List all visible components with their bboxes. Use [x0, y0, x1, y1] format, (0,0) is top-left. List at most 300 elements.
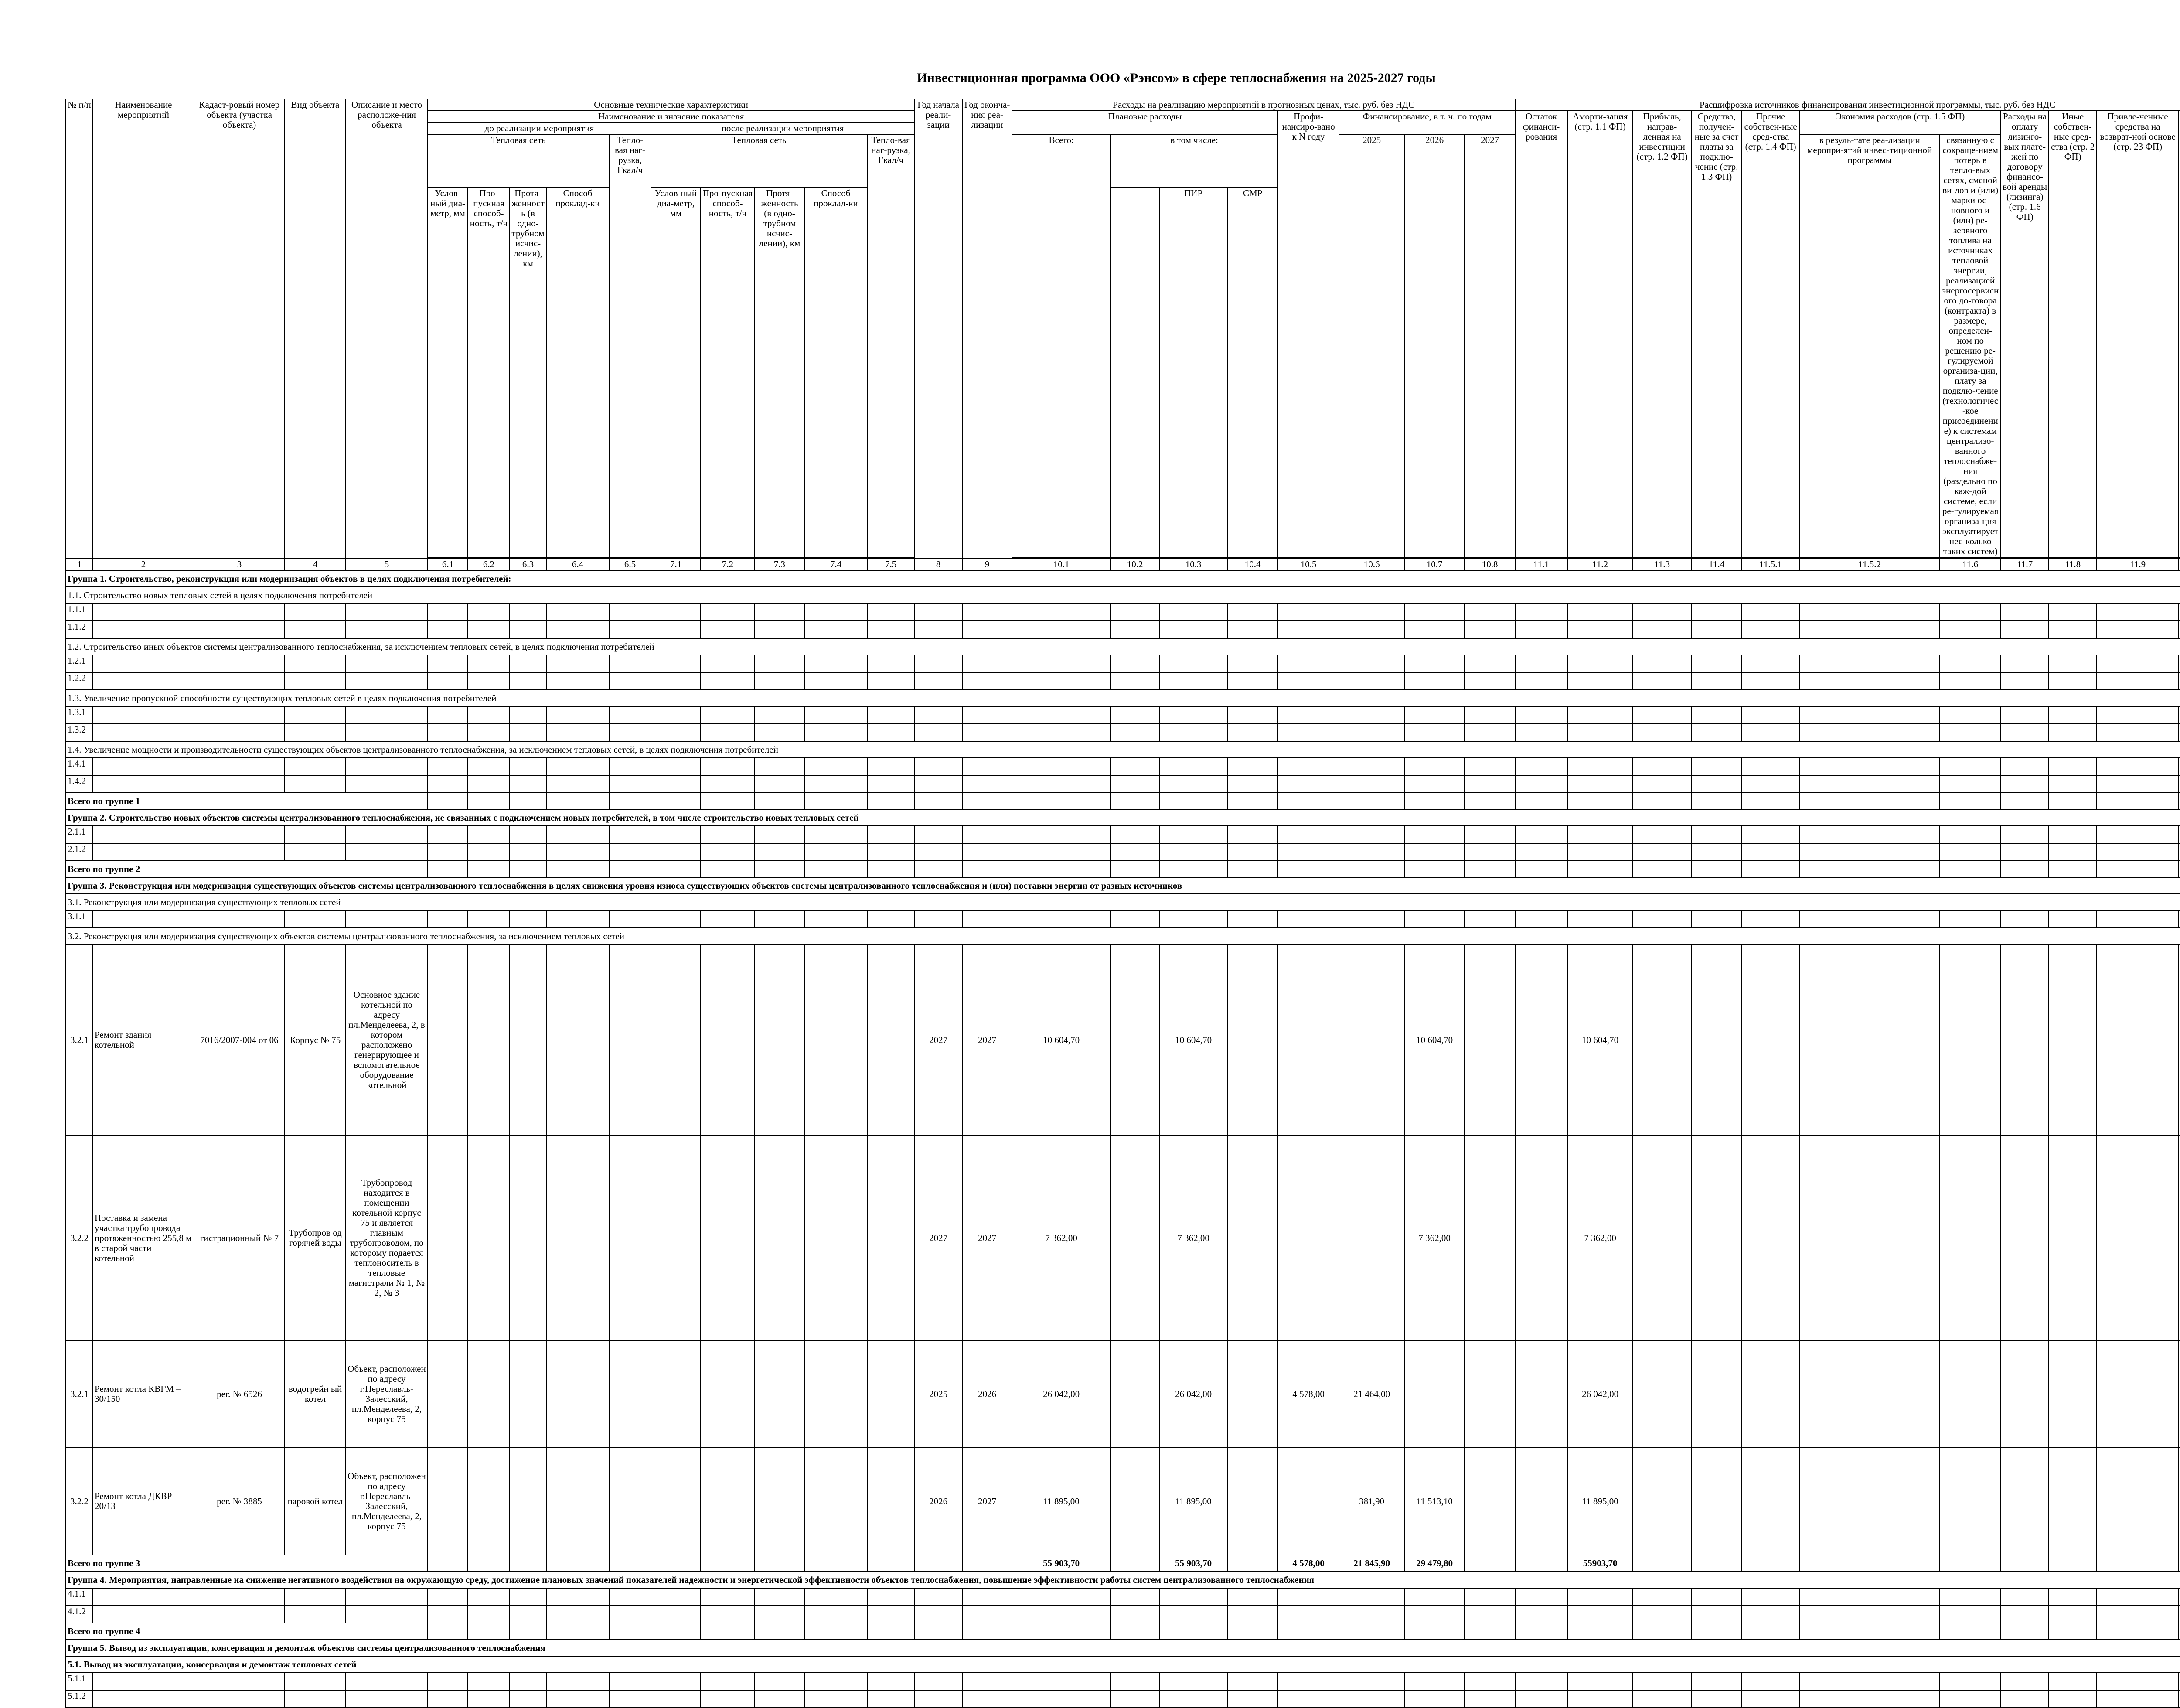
table-cell [1515, 758, 1567, 775]
table-cell [1278, 621, 1339, 638]
hdr-diameter-before: Услов-ный диа-метр, мм [428, 188, 468, 557]
column-number: 10.5 [1278, 558, 1339, 570]
table-cell [1515, 1606, 1567, 1623]
table-cell [2001, 1448, 2049, 1555]
table-cell [1567, 724, 1633, 741]
table-cell [285, 775, 346, 793]
table-cell [428, 724, 468, 741]
hdr-heat-load-after: Тепло-вая наг-рузка, Гкал/ч [867, 134, 914, 557]
table-cell [510, 1340, 546, 1448]
table-cell [755, 1135, 804, 1340]
table-cell [2097, 1340, 2179, 1448]
table-cell [804, 724, 867, 741]
table-cell [1012, 655, 1110, 672]
table-cell [2049, 826, 2097, 843]
section-1-4: 1.4. Увеличение мощности и производительности существующих объектов централизованного теплоснабжения, за исключением тепловых сетей, в целях подключения потребителей [66, 741, 2180, 758]
table-cell [867, 944, 914, 1135]
column-number: 10.6 [1339, 558, 1404, 570]
table-cell [755, 1673, 804, 1690]
table-cell [1691, 944, 1742, 1135]
hdr-economy: Экономия расходов (стр. 1.5 ФП) [1799, 111, 2001, 134]
table-cell [285, 1690, 346, 1708]
hdr-laying-before: Способ проклад-ки [546, 188, 609, 557]
table-cell [468, 944, 510, 1135]
table-cell [1227, 843, 1278, 861]
table-cell [962, 672, 1012, 690]
table-cell [701, 1340, 755, 1448]
table-cell [701, 1135, 755, 1340]
table-cell [867, 1588, 914, 1606]
table-cell [1227, 1555, 1278, 1572]
hdr-throughput-before: Про-пускная способ-ность, т/ч [468, 188, 510, 557]
table-cell [914, 775, 962, 793]
table-cell [2097, 758, 2179, 775]
table-cell [1227, 655, 1278, 672]
table-cell [701, 1588, 755, 1606]
column-number: 10.4 [1227, 558, 1278, 570]
hdr-2027: 2027 [1465, 134, 1515, 557]
table-cell [2049, 1135, 2097, 1340]
total3-y2027: 29 479,80 [1404, 1555, 1465, 1572]
table-cell [1799, 910, 1940, 928]
table-cell [1567, 775, 1633, 793]
table-cell [1404, 1606, 1465, 1623]
table-cell [1404, 843, 1465, 861]
table-cell [1227, 1448, 1278, 1555]
table-cell [2049, 1588, 2097, 1606]
table-cell [1227, 1135, 1278, 1340]
cell-name: Ремонт здания котельной [93, 944, 194, 1135]
table-cell [701, 603, 755, 621]
table-cell [867, 706, 914, 724]
table-cell [914, 706, 962, 724]
table-cell [1012, 1673, 1110, 1690]
table-cell [1159, 1623, 1227, 1640]
hdr-year-end: Год оконча-ния реа-лизации [962, 99, 1012, 558]
table-cell [1404, 1673, 1465, 1690]
table-cell [1691, 1588, 1742, 1606]
table-cell [428, 1673, 468, 1690]
cell-ys: 2027 [914, 944, 962, 1135]
table-cell [1110, 655, 1159, 672]
table-cell [701, 944, 755, 1135]
cell-cad: рег. № 6526 [194, 1340, 285, 1448]
cell-y2027: 11 513,10 [1404, 1448, 1465, 1555]
table-row [66, 944, 2180, 1135]
table-cell [701, 655, 755, 672]
table-cell [346, 758, 428, 775]
table-cell [1012, 861, 1110, 877]
table-row: 5.1.2 [66, 1690, 2180, 1708]
table-cell [1465, 1340, 1515, 1448]
table-cell [867, 1448, 914, 1555]
table-cell [609, 1673, 651, 1690]
table-cell [701, 1448, 755, 1555]
table-cell [1012, 793, 1110, 809]
table-cell [651, 1623, 701, 1640]
group-4-title: Группа 4. Мероприятия, направленные на снижение негативного воздействия на окружающую среду, достижение плановых значений показателей надежности и энергетической эффективности объектов теплоснабжения, повышение эффективности работы систем централизованного теплоснабжения [66, 1572, 2180, 1588]
column-number: 10.7 [1404, 558, 1465, 570]
table-cell [194, 672, 285, 690]
table-cell [1742, 621, 1799, 638]
table-cell [867, 1623, 914, 1640]
table-cell [285, 1588, 346, 1606]
table-cell [701, 793, 755, 809]
cell-desc: Объект, расположен по адресу г.Переславль-Залесский, пл.Менделеева, 2, корпус 75 [346, 1340, 428, 1448]
table-cell [1339, 655, 1404, 672]
table-cell [346, 775, 428, 793]
table-cell [1940, 1555, 2001, 1572]
table-row [66, 1340, 2180, 1448]
group-2-total: Всего по группе 2 [66, 861, 428, 877]
cell-desc: Объект, расположен по адресу г.Переславль-Залесский, пл.Менделеева, 2, корпус 75 [346, 1448, 428, 1555]
table-cell [1742, 1673, 1799, 1690]
table-cell [755, 603, 804, 621]
table-cell [1339, 1623, 1404, 1640]
table-cell [1691, 758, 1742, 775]
table-cell [1691, 793, 1742, 809]
table-cell [93, 1606, 194, 1623]
table-cell [962, 724, 1012, 741]
table-cell [194, 724, 285, 741]
table-cell [1404, 603, 1465, 621]
table-cell [510, 621, 546, 638]
table-cell [1012, 826, 1110, 843]
table-cell [346, 621, 428, 638]
table-cell [1691, 1673, 1742, 1690]
section-3-1: 3.1. Реконструкция или модернизация существующих тепловых сетей [66, 894, 2180, 910]
table-cell [1799, 1673, 1940, 1690]
table-cell [867, 861, 914, 877]
table-cell [1799, 672, 1940, 690]
table-cell [867, 843, 914, 861]
table-cell [1515, 843, 1567, 861]
table-cell [1110, 1448, 1159, 1555]
page-title: Инвестиционная программа ООО «Рэнсом» в сфере теплоснабжения на 2025-2027 годы [917, 71, 1436, 85]
table-cell [428, 843, 468, 861]
table-cell [1515, 793, 1567, 809]
table-cell [1567, 826, 1633, 843]
table-row: 2.1.1 [66, 826, 2180, 843]
hdr-pir: ПИР [1159, 188, 1227, 557]
table-cell [468, 1623, 510, 1640]
table-cell [93, 621, 194, 638]
column-number: 11.6 [1940, 558, 2001, 570]
total3-profit: 55903,70 [1567, 1555, 1633, 1572]
hdr-heat-net-after: Тепловая сеть [651, 134, 867, 188]
cell-profit: 7 362,00 [1567, 1135, 1633, 1340]
column-number: 9 [962, 558, 1012, 570]
cell-ye: 2027 [962, 1448, 1012, 1555]
table-cell [701, 1673, 755, 1690]
table-cell [1110, 861, 1159, 877]
table-cell [468, 724, 510, 741]
hdr-object-type: Вид объекта [285, 99, 346, 558]
table-cell [428, 861, 468, 877]
table-cell [510, 655, 546, 672]
table-cell [1465, 655, 1515, 672]
hdr-cadastral: Кадаст-ровый номер объекта (участка объекта) [194, 99, 285, 558]
column-number: 6.2 [468, 558, 510, 570]
table-cell [804, 672, 867, 690]
table-cell [1110, 1555, 1159, 1572]
table-cell [1940, 1340, 2001, 1448]
table-cell [1940, 655, 2001, 672]
table-cell [651, 1690, 701, 1708]
table-cell [1012, 843, 1110, 861]
table-cell [1742, 758, 1799, 775]
column-number: 6.4 [546, 558, 609, 570]
table-cell [428, 603, 468, 621]
table-cell [1940, 843, 2001, 861]
table-cell [346, 1606, 428, 1623]
table-row: 5.1.1 [66, 1673, 2180, 1690]
cell-smr: 11 895,00 [1159, 1448, 1227, 1555]
table-cell [1465, 706, 1515, 724]
table-cell [1691, 775, 1742, 793]
table-cell [1012, 910, 1110, 928]
table-cell [1633, 1588, 1691, 1606]
cell-profit: 26 042,00 [1567, 1340, 1633, 1448]
table-cell [804, 1555, 867, 1572]
table-cell [1742, 724, 1799, 741]
cell-no: 3.2.1 [66, 944, 93, 1135]
table-cell [428, 1623, 468, 1640]
table-cell [2001, 672, 2049, 690]
hdr-remainder: Остаток финанси-рования [1515, 111, 1567, 557]
table-cell [1339, 843, 1404, 861]
table-cell [510, 1588, 546, 1606]
table-cell [1465, 775, 1515, 793]
table-cell [1691, 672, 1742, 690]
table-cell [2097, 655, 2179, 672]
table-cell [1742, 706, 1799, 724]
cell-ys: 2027 [914, 1135, 962, 1340]
table-cell [2001, 1135, 2049, 1340]
table-cell [1940, 826, 2001, 843]
table-cell [510, 910, 546, 928]
table-row: 2.1.2 [66, 843, 2180, 861]
table-cell [755, 621, 804, 638]
hdr-costs: Расходы на реализацию мероприятий в прогнозных ценах, тыс. руб. без НДС [1012, 99, 1515, 111]
table-cell [1227, 603, 1278, 621]
table-cell [701, 724, 755, 741]
table-cell [1799, 1135, 1940, 1340]
table-cell [2001, 655, 2049, 672]
table-cell [2001, 826, 2049, 843]
table-cell [93, 910, 194, 928]
table-cell [755, 793, 804, 809]
table-cell [1633, 1340, 1691, 1448]
table-cell [1339, 621, 1404, 638]
hdr-description: Описание и место расположе-ния объекта [346, 99, 428, 558]
table-cell [867, 655, 914, 672]
table-cell [1339, 1690, 1404, 1708]
hdr-heat-load-before: Тепло-вая наг-рузка, Гкал/ч [609, 134, 651, 557]
column-number: 7.1 [651, 558, 701, 570]
table-cell [2001, 861, 2049, 877]
table-cell [1940, 944, 2001, 1135]
table-cell [1278, 826, 1339, 843]
table-cell [194, 1690, 285, 1708]
table-cell [1567, 603, 1633, 621]
column-number: 2 [93, 558, 194, 570]
table-cell [546, 1340, 609, 1448]
table-cell [1465, 1623, 1515, 1640]
table-cell [194, 758, 285, 775]
table-cell [962, 910, 1012, 928]
hdr-throughput-after: Про-пускная способ-ность, т/ч [701, 188, 755, 557]
table-cell [1940, 1690, 2001, 1708]
total3-y2025: 4 578,00 [1278, 1555, 1339, 1572]
table-cell [1404, 1588, 1465, 1606]
table-cell [867, 1555, 914, 1572]
table-cell [755, 775, 804, 793]
table-cell [1515, 1623, 1567, 1640]
table-cell [1940, 672, 2001, 690]
table-cell [2001, 1673, 2049, 1690]
hdr-laying-after: Способ проклад-ки [804, 188, 867, 557]
table-cell [428, 793, 468, 809]
table-cell [1633, 1135, 1691, 1340]
table-cell [1404, 861, 1465, 877]
table-cell [285, 758, 346, 775]
table-cell [1404, 655, 1465, 672]
hdr-2026: 2026 [1404, 134, 1465, 557]
table-cell [609, 944, 651, 1135]
cell-y2027: 10 604,70 [1404, 944, 1465, 1135]
investment-table [65, 99, 2180, 1708]
table-cell [93, 843, 194, 861]
table-cell [2001, 603, 2049, 621]
table-cell [2097, 861, 2179, 877]
cell-y2025 [1278, 1448, 1339, 1555]
table-cell [93, 603, 194, 621]
table-cell [1227, 775, 1278, 793]
table-cell [2097, 1623, 2179, 1640]
table-cell [1940, 603, 2001, 621]
table-cell [1159, 621, 1227, 638]
table-cell [914, 910, 962, 928]
table-cell [1339, 1673, 1404, 1690]
cell-total: 7 362,00 [1012, 1135, 1110, 1340]
cell-y2027: 7 362,00 [1404, 1135, 1465, 1340]
table-cell [468, 621, 510, 638]
table-cell [2001, 793, 2049, 809]
table-cell [609, 1135, 651, 1340]
table-cell [804, 1588, 867, 1606]
table-cell [1799, 1588, 1940, 1606]
table-cell [428, 706, 468, 724]
table-cell [804, 1135, 867, 1340]
table-cell [1691, 706, 1742, 724]
table-cell [1278, 1623, 1339, 1640]
table-cell [1742, 861, 1799, 877]
table-cell [546, 1623, 609, 1640]
table-cell [651, 655, 701, 672]
hdr-tech-values: Наименование и значение показателя [428, 111, 914, 123]
cell-smr: 26 042,00 [1159, 1340, 1227, 1448]
table-cell [1278, 843, 1339, 861]
table-cell [914, 793, 962, 809]
column-number: 11.3 [1633, 558, 1691, 570]
table-cell [468, 1673, 510, 1690]
table-cell [1940, 1448, 2001, 1555]
table-cell [1110, 758, 1159, 775]
table-cell [651, 621, 701, 638]
table-cell [962, 1606, 1012, 1623]
table-cell [2049, 843, 2097, 861]
table-cell [1227, 621, 1278, 638]
table-cell [1465, 672, 1515, 690]
table-cell [755, 1555, 804, 1572]
table-cell [1940, 621, 2001, 638]
table-cell [285, 843, 346, 861]
hdr-economy-related: связанную с сокраще-нием потерь в тепло-вых сетях, сменой ви-дов и (или) марки ос-новного и (или) ре-зервного топлива на источниках тепловой энергии, реализацией энергосервисного до-говора (контракта) в размере, определен-ном по решению ре-гулируемой организа-ции, плату за подклю-чение (технологичес-кое присоединение) к системам централизо-ванного теплоснабже-ния (раздельно по каж-дой системе, если ре-гулируемая организа-ция эксплуатирует нес-колько таких систем) [1940, 134, 2001, 557]
table-cell [867, 775, 914, 793]
hdr-other-own: Прочие собствен-ные сред-ства (стр. 1.4 ФП) [1742, 111, 1799, 557]
table-cell [2049, 1606, 2097, 1623]
table-cell [1227, 1606, 1278, 1623]
column-number: 11.1 [1515, 558, 1567, 570]
table-cell [1742, 1690, 1799, 1708]
table-cell [1227, 724, 1278, 741]
cell-total: 11 895,00 [1012, 1448, 1110, 1555]
table-cell [2001, 758, 2049, 775]
table-cell [1799, 861, 1940, 877]
cell-cad: рег. № 3885 [194, 1448, 285, 1555]
table-cell [804, 603, 867, 621]
column-number: 11.2 [1567, 558, 1633, 570]
table-cell [1742, 1135, 1799, 1340]
table-cell [93, 826, 194, 843]
cell-no: 3.2.2 [66, 1135, 93, 1340]
table-cell [285, 621, 346, 638]
table-cell [804, 775, 867, 793]
table-cell [468, 706, 510, 724]
table-row: 1.2.2 [66, 672, 2180, 690]
table-cell [1691, 603, 1742, 621]
table-cell [1012, 1588, 1110, 1606]
table-cell [194, 910, 285, 928]
cell-name: Ремонт котла КВГМ – 30/150 [93, 1340, 194, 1448]
table-cell [1110, 944, 1159, 1135]
table-cell [1633, 621, 1691, 638]
table-cell [1110, 826, 1159, 843]
cell-y2026: 21 464,00 [1339, 1340, 1404, 1448]
table-cell [1339, 861, 1404, 877]
table-cell [2049, 706, 2097, 724]
table-cell [1110, 1673, 1159, 1690]
table-cell [1515, 1673, 1567, 1690]
table-cell [804, 1673, 867, 1690]
table-cell [468, 910, 510, 928]
table-cell [1567, 621, 1633, 638]
table-cell [93, 758, 194, 775]
table-cell [2097, 621, 2179, 638]
table-cell [755, 706, 804, 724]
cell-y2025: 4 578,00 [1278, 1340, 1339, 1448]
table-cell [1159, 1690, 1227, 1708]
table-cell [428, 1448, 468, 1555]
hdr-incl: в том числе: [1110, 134, 1278, 188]
table-cell [2097, 775, 2179, 793]
column-number: 10.1 [1012, 558, 1110, 570]
column-number-row [66, 558, 2180, 570]
column-number: 6.3 [510, 558, 546, 570]
table-cell [755, 861, 804, 877]
table-cell [804, 621, 867, 638]
